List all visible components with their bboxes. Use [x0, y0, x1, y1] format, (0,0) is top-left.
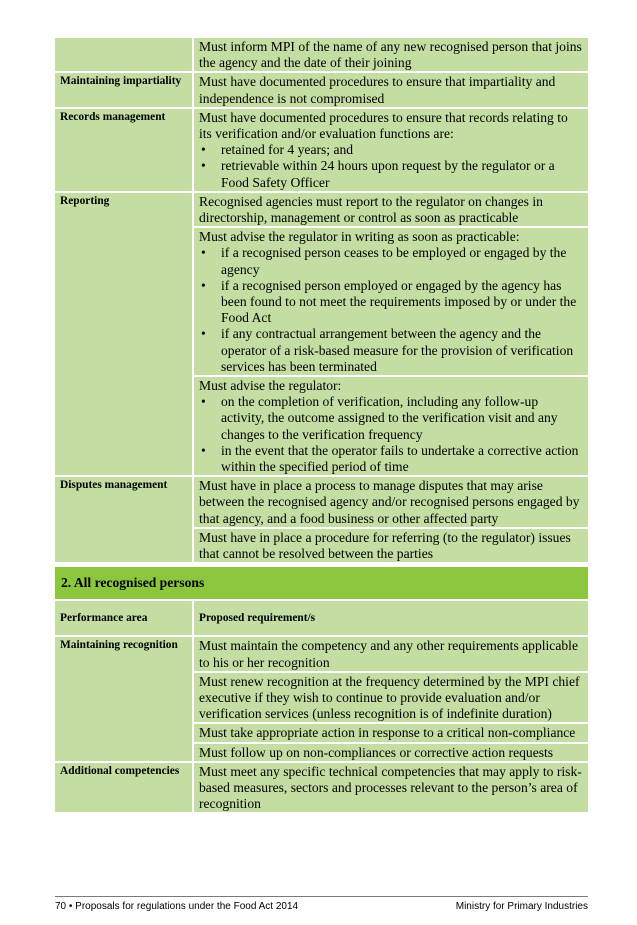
table-row: [55, 107, 588, 191]
requirement-cell: [194, 191, 588, 226]
requirement-text: Must have documented procedures to ensure that records relating to its verification and/or evaluation functions are:: [199, 109, 568, 142]
performance-area-cell: [55, 38, 194, 71]
performance-area-cell: Records management: [55, 107, 194, 191]
page-footer: [55, 896, 588, 912]
table-header: [55, 599, 588, 637]
bullet-item: • if a recognised person ceases to be employed or engaged by the agency: [199, 245, 583, 277]
requirement-cell: [194, 637, 588, 670]
table-row: [55, 671, 588, 723]
footer-right: Ministry for Primary Industries: [455, 901, 588, 912]
table-row: [55, 761, 588, 813]
column-header-requirement: Proposed requirement/s: [199, 612, 316, 625]
footer-left: 70 • Proposals for regulations under the Food Act 2014: [55, 901, 299, 912]
performance-area-cell: [55, 671, 194, 723]
requirement-cell: [194, 742, 588, 761]
bullet-item: • on the completion of verification, including any follow-up activity, the outcome assigned to the verification visit and any changes to the verification frequency: [199, 394, 583, 443]
bullet-item: • retained for 4 years; and: [199, 142, 583, 158]
bullet-item: • retrievable within 24 hours upon request by the regulator or a Food Safety Officer: [199, 158, 583, 190]
requirement-cell: [194, 71, 588, 106]
performance-area-cell: [55, 527, 194, 562]
bullet-item: • if a recognised person employed or engaged by the agency has been found to not meet the requirements imposed by or under the Food Act: [199, 278, 583, 327]
requirement-text: Must have in place a procedure for referring (to the regulator) issues that cannot be resolved between the parties: [199, 529, 571, 562]
table-row: [55, 38, 588, 71]
requirement-cell: [194, 107, 588, 191]
requirement-text: Must inform MPI of the name of any new recognised person that joins the agency and the date of their joining: [199, 39, 582, 71]
bullet-item: • in the event that the operator fails to undertake a corrective action within the specified period of time: [199, 443, 583, 475]
performance-area-cell: [55, 742, 194, 761]
requirement-text: Must meet any specific technical competencies that may apply to risk-based measures, sectors and processes relevant to the person’s area of recognition: [199, 763, 582, 812]
table-row: [55, 475, 588, 527]
table-row: [55, 71, 588, 106]
requirement-cell: [194, 375, 588, 475]
bullet-item: • if any contractual arrangement between the agency and the operator of a risk-based measure for the provision of verification services has been terminated: [199, 326, 583, 375]
section-heading: 2. All recognised persons: [55, 565, 588, 599]
requirement-text: Must take appropriate action in response to a critical non-compliance: [199, 725, 576, 741]
table-row: [55, 375, 588, 475]
performance-area-cell: Reporting: [55, 191, 194, 226]
table-row: [55, 527, 588, 562]
requirement-cell: [194, 761, 588, 813]
performance-area-cell: [55, 226, 194, 375]
requirement-text: Must advise the regulator in writing as soon as practicable:: [199, 229, 520, 245]
requirement-text: Must follow up on non-compliances or corrective action requests: [199, 744, 554, 760]
performance-area-cell: Additional competencies: [55, 761, 194, 813]
requirement-text: Recognised agencies must report to the regulator on changes in directorship, management or control as soon as practicable: [199, 193, 543, 226]
performance-area-cell: Disputes management: [55, 475, 194, 527]
requirement-cell: [194, 527, 588, 562]
performance-area-cell: [55, 722, 194, 741]
requirement-text: Must renew recognition at the frequency determined by the MPI chief executive if they wish to continue to provide evaluation and/or verification services (unless recognition is of indefinite duration): [199, 673, 580, 722]
performance-area-cell: [55, 375, 194, 475]
requirement-cell: [194, 38, 588, 71]
column-header-area: Performance area: [55, 601, 194, 635]
performance-area-cell: Maintaining recognition: [55, 637, 194, 670]
requirement-text: Must advise the regulator:: [199, 378, 342, 394]
requirement-cell: [194, 475, 588, 527]
table-row: [55, 722, 588, 741]
requirement-text: Must have in place a process to manage disputes that may arise between the recognised agency and/or recognised persons engaged by that agency, and a food business or other affected party: [199, 478, 580, 526]
document-page: [55, 38, 588, 812]
performance-area-cell: Maintaining impartiality: [55, 71, 194, 106]
table-row: [55, 191, 588, 226]
requirement-cell: [194, 226, 588, 375]
table-row: [55, 226, 588, 375]
requirement-cell: [194, 671, 588, 723]
table-row: [55, 637, 588, 670]
requirement-text: Must have documented procedures to ensure that impartiality and independence is not compromised: [199, 74, 556, 106]
requirement-text: Must maintain the competency and any other requirements applicable to his or her recognition: [199, 638, 578, 670]
table-row: [55, 742, 588, 761]
requirement-cell: [194, 722, 588, 741]
